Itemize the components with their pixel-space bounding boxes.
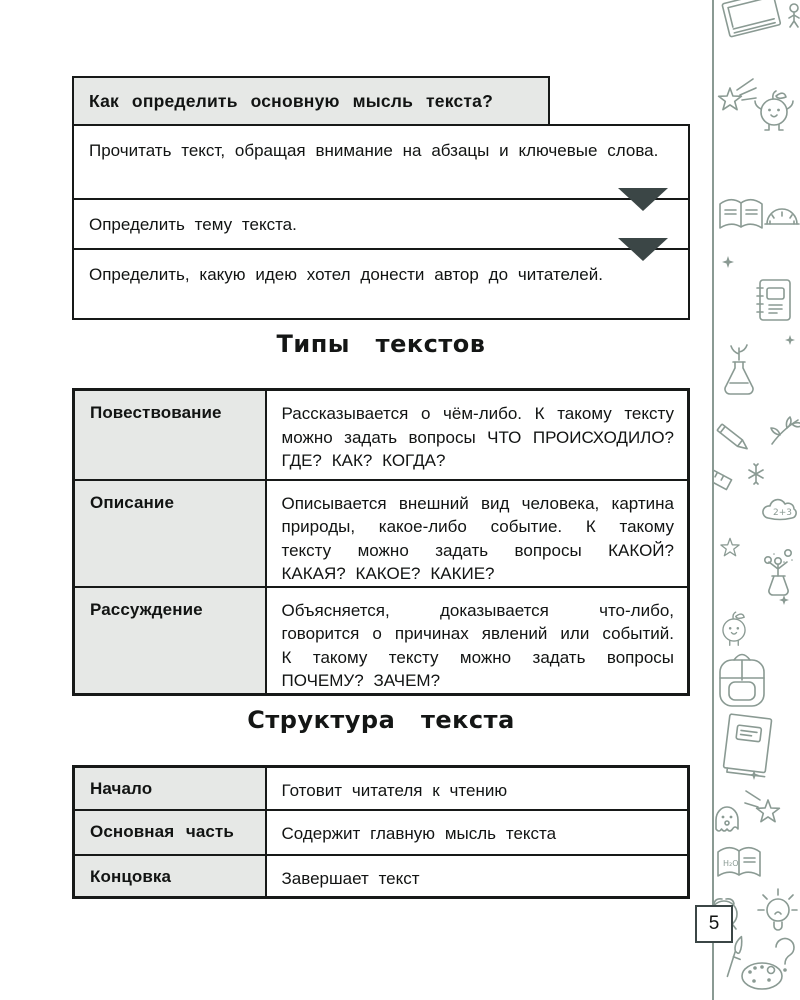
definition-cell (266, 587, 689, 695)
table-row (74, 855, 689, 898)
page-number-badge (695, 905, 733, 943)
open-book-h2o-doodle-icon (718, 848, 760, 876)
open-book-doodle-icon (720, 200, 762, 228)
apple-character-doodle-icon (723, 612, 745, 645)
titled-book-doodle-icon (723, 714, 772, 777)
definition-cell (266, 810, 689, 855)
table-row (74, 480, 689, 587)
term-text: Повествование (90, 403, 222, 422)
pencil-doodle-icon (717, 424, 750, 452)
cloud-math-doodle-icon (763, 500, 796, 520)
branch-doodle-icon (771, 417, 800, 444)
sparkle-icon (785, 335, 795, 345)
term-text: Концовка (90, 866, 172, 886)
question-mark-doodle-icon (776, 939, 794, 972)
definition-cell (266, 480, 689, 587)
sparkle-icon (779, 595, 789, 605)
table-row (74, 390, 689, 480)
term-cell (74, 587, 266, 695)
definition-cell (266, 767, 689, 810)
flowchart-step-2-text: Определить тему текста. (89, 215, 297, 234)
howto-title: Как определить основную мысль текста? (89, 90, 493, 111)
table-row (74, 587, 689, 695)
flowchart-step-3 (72, 250, 690, 320)
term-cell (74, 855, 266, 898)
structure-table (72, 765, 690, 899)
shooting-star-doodle-icon (745, 791, 779, 822)
protractor-doodle-icon (765, 209, 799, 224)
term-text: Основная часть (90, 821, 234, 841)
apple-character-doodle-icon (755, 91, 793, 130)
notebook-doodle-icon (757, 280, 790, 320)
definition-cell (266, 855, 689, 898)
flower-vase-doodle-icon (765, 550, 793, 595)
definition-text: Объясняется, доказывается что-либо, говорится о причинах явлений или событий. К такому тексту можно задать вопросы ПОЧЕМУ? ЗАЧЕМ? (281, 600, 674, 690)
term-cell (74, 480, 266, 587)
term-text: Начало (90, 779, 153, 798)
book-doodle-icon (722, 0, 781, 37)
howto-title-box (72, 76, 550, 126)
page-number: 5 (708, 913, 720, 934)
snowflake-doodle-icon (749, 464, 763, 484)
term-text: Описание (90, 492, 175, 512)
flowchart-step-1-text: Прочитать текст, обращая внимание на абзацы и ключевые слова. (89, 141, 659, 160)
backpack-doodle-icon (720, 655, 764, 707)
shooting-star-doodle-icon (719, 79, 756, 110)
ruler-doodle-icon (714, 462, 732, 490)
flowchart-step-3-text: Определить, какую идею хотел донести автор до читателей. (89, 265, 603, 284)
svg-text:2+3: 2+3 (773, 508, 792, 518)
types-section-title: Типы текстов (276, 330, 486, 358)
down-arrow-icon (618, 238, 668, 261)
star-doodle-icon (721, 538, 739, 555)
flowchart-step-1 (72, 124, 690, 200)
light-bulb-doodle-icon (758, 889, 797, 930)
term-cell (74, 390, 266, 480)
definition-text: Завершает текст (281, 868, 420, 888)
structure-section-title: Структура текста (247, 706, 515, 734)
palette-doodle-icon (742, 963, 782, 989)
sparkle-icon (722, 256, 734, 268)
doodle-sidebar (712, 0, 800, 1000)
term-text: Рассуждение (90, 599, 203, 619)
table-row (74, 810, 689, 855)
doodle-pattern (714, 0, 800, 1000)
svg-text:H₂O: H₂O (723, 859, 739, 868)
definition-text: Описывается внешний вид человека, картина природы, какое-либо событие. К такому тексту можно задать вопросы КАКОЙ? КАКАЯ? КАКОЕ? КАКИЕ? (281, 493, 674, 583)
flask-doodle-icon (725, 345, 753, 394)
definition-text: Готовит читателя к чтению (281, 781, 508, 800)
howto-flowchart (72, 124, 690, 320)
definition-text: Содержит главную мысль текста (281, 823, 557, 843)
term-cell (74, 810, 266, 855)
flowchart-step-2 (72, 200, 690, 250)
term-cell (74, 767, 266, 810)
definition-text: Рассказывается о чём-либо. К такому тексту можно задать вопросы ЧТО ПРОИСХОДИЛО? ГДЕ? КАК? КОГДА? (281, 404, 674, 470)
types-table (72, 388, 690, 696)
ghost-doodle-icon (716, 807, 738, 831)
definition-cell (266, 390, 689, 480)
down-arrow-icon (618, 188, 668, 211)
figure-doodle-icon (789, 4, 799, 27)
table-row (74, 767, 689, 810)
